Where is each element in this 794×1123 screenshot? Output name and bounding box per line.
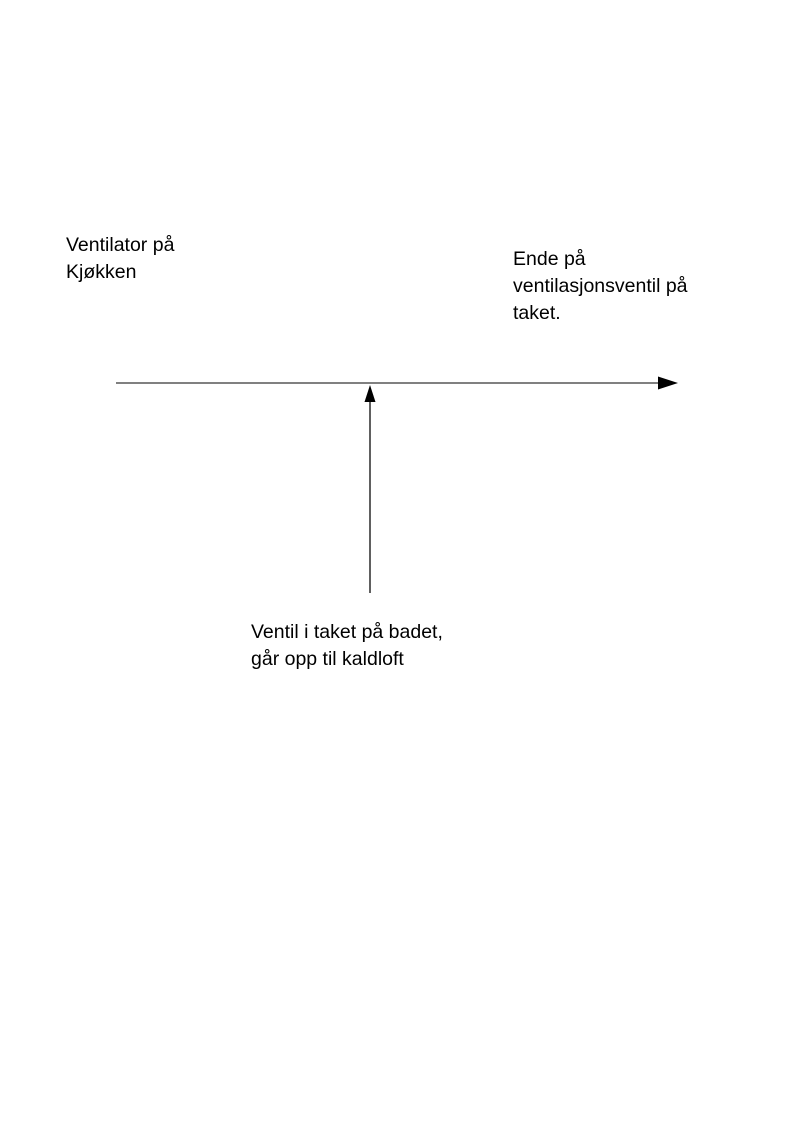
vertical-duct-arrowhead-up-icon [365, 385, 376, 402]
label-ventilator-kitchen [66, 232, 174, 286]
label-roof-vent-end-line1: Ende på [513, 248, 586, 270]
label-bathroom-ceiling-vent-line1: Ventil i taket på badet, [251, 621, 443, 643]
label-bathroom-ceiling-vent-line2: går opp til kaldloft [251, 648, 404, 670]
label-roof-vent-end-line2: ventilasjonsventil på [513, 275, 688, 297]
label-ventilator-kitchen-line1: Ventilator på [66, 234, 175, 256]
label-roof-vent-end-line3: taket. [513, 302, 561, 324]
label-bathroom-ceiling-vent [251, 619, 443, 673]
label-ventilator-kitchen-line2: Kjøkken [66, 261, 137, 283]
label-roof-vent-end [513, 246, 688, 327]
horizontal-duct-arrowhead-right-icon [658, 377, 678, 390]
